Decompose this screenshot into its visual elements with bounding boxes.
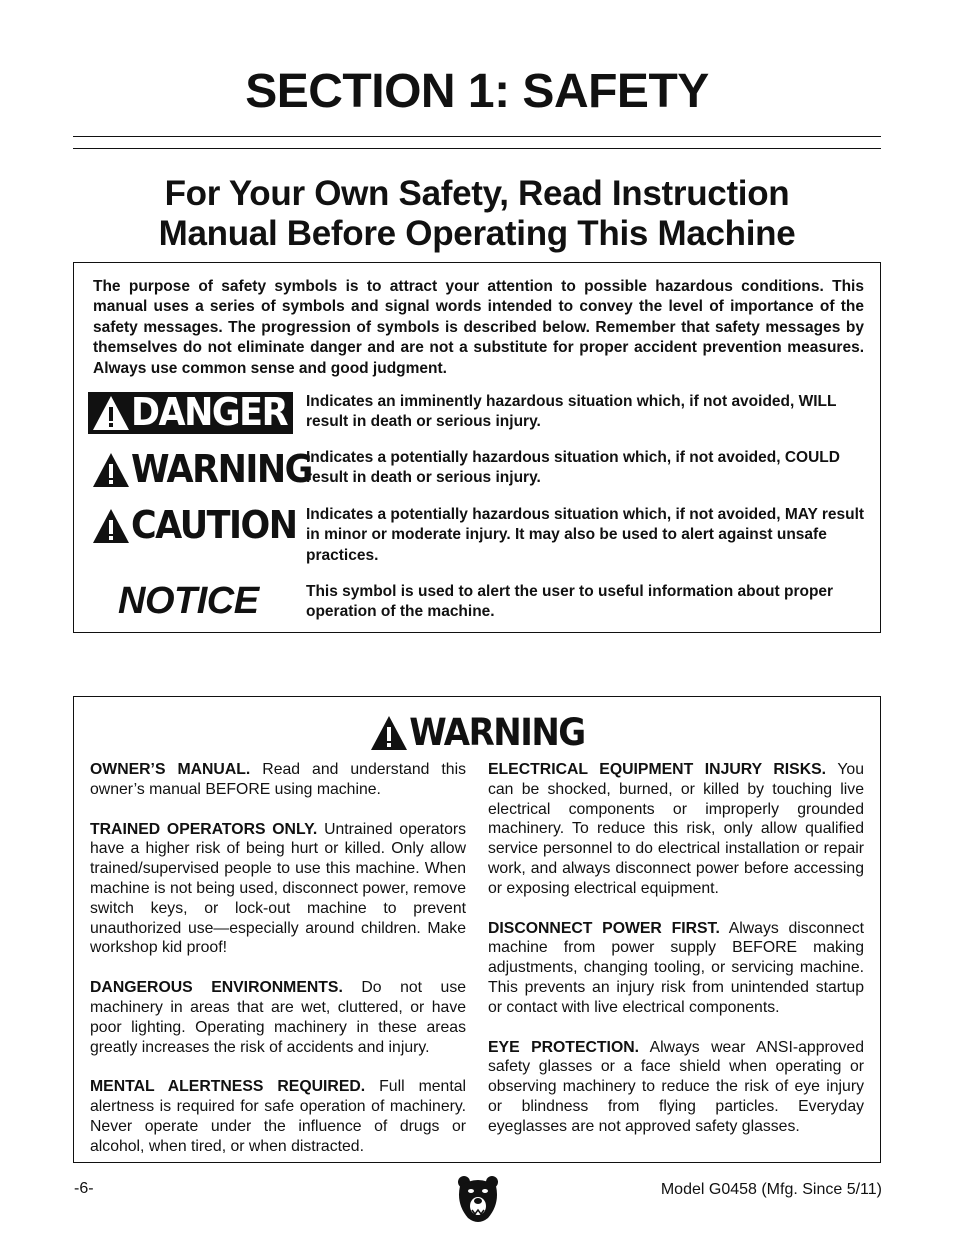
warning-item-text: Always disconnect machine from power supply BEFORE making adjustments, changing tooling, or servicing machine. This prevents an injury risk from unintended startup or contact with live electrical components.	[488, 919, 864, 1016]
notice-description: This symbol is used to alert the user to useful information about proper operation of the machine.	[306, 583, 834, 621]
warning-item-heading: DISCONNECT POWER FIRST.	[488, 919, 720, 937]
title-rule-top	[73, 136, 881, 137]
warning-column-left	[90, 760, 466, 1177]
danger-description: Indicates an imminently hazardous situation which, if not avoided, WILL result in death or serious injury.	[306, 393, 837, 431]
alert-triangle-icon	[91, 450, 131, 490]
warning-item-text: Untrained operators have a higher risk of being hurt or killed. Only allow trained/supervised people to use this machine. When machine is not being used, disconnect power, remove switch keys, or lock-out machine to prevent unauthorized use—especially around children. Make workshop kid proof!	[90, 820, 467, 957]
caution-badge	[88, 503, 297, 548]
bear-logo-icon	[456, 1174, 500, 1224]
danger-badge	[88, 392, 293, 434]
alert-triangle-icon	[369, 713, 409, 753]
warning-item	[90, 1077, 466, 1156]
warning-box-header	[0, 713, 954, 753]
warning-description: Indicates a potentially hazardous situation which, if not avoided, COULD result in death or serious injury.	[306, 449, 840, 487]
warning-item-heading: MENTAL ALERTNESS REQUIRED.	[90, 1078, 366, 1096]
alert-triangle-icon	[91, 506, 131, 546]
warning-item-text: You can be shocked, burned, or killed by touching live electrical components or improperly grounded machinery. To reduce this risk, only allow qualified service personnel to do electrical installation or repair work, and always disconnect power before accessing or exposing electrical equipment.	[488, 761, 865, 897]
warning-item	[488, 919, 864, 1018]
title-rule-bottom	[73, 148, 881, 149]
section-title: SECTION 1: SAFETY	[245, 65, 709, 118]
warning-item-text: Always wear ANSI-approved safety glasses or a face shield when operating or observing machinery to reduce the risk of eye injury or blindness from flying particles. Everyday eyeglasses are not approved safety glasses.	[488, 1038, 864, 1135]
warning-item-text: Read and understand this owner’s manual BEFORE using machine.	[90, 761, 467, 798]
page-number: -6-	[74, 1180, 94, 1197]
caution-word: CAUTION	[131, 503, 297, 548]
warning-item-heading: EYE PROTECTION.	[488, 1038, 640, 1056]
safety-subtitle	[60, 174, 894, 254]
warning-item	[488, 1038, 864, 1137]
subtitle-line-1: For Your Own Safety, Read Instruction	[164, 174, 790, 213]
warning-header-word: WARNING	[409, 711, 585, 755]
warning-item	[488, 760, 864, 899]
warning-item-text: Do not use machinery in areas that are wet, cluttered, or have poor lighting. Operating machinery in these areas greatly increases the risk of accidents and injury.	[90, 979, 467, 1056]
warning-item-text: Full mental alertness is required for safe operation of machinery. Never operate under the influence of drugs or alcohol, when tired, or when distracted.	[90, 1078, 467, 1155]
warning-item-heading: OWNER’S MANUAL.	[90, 761, 251, 778]
warning-word: WARNING	[131, 447, 312, 492]
warning-item	[90, 820, 466, 959]
alert-triangle-icon	[91, 393, 131, 433]
warning-item-heading: ELECTRICAL EQUIPMENT INJURY RISKS.	[488, 761, 827, 778]
warning-item	[90, 978, 466, 1057]
subtitle-line-2: Manual Before Operating This Machine	[158, 214, 796, 253]
notice-badge: NOTICE	[118, 580, 259, 622]
warning-item-heading: TRAINED OPERATORS ONLY.	[90, 820, 318, 838]
model-info: Model G0458 (Mfg. Since 5/11)	[660, 1181, 882, 1198]
symbols-intro-text: The purpose of safety symbols is to attract your attention to possible hazardous conditions. This manual uses a series of symbols and signal words intended to convey the level of importance of the safety messages. The progression of symbols is described below. Remember that safety messages by themselves do not eliminate danger and are not a substitute for proper accident prevention measures. Always use common sense and good judgment.	[93, 278, 864, 377]
warning-item	[90, 760, 466, 800]
warning-column-right	[488, 760, 864, 1157]
caution-description: Indicates a potentially hazardous situation which, if not avoided, MAY result in minor or moderate injury. It may also be used to alert against unsafe practices.	[306, 506, 865, 564]
danger-word: DANGER	[131, 391, 288, 435]
warning-item-heading: DANGEROUS ENVIRONMENTS.	[90, 979, 343, 997]
warning-badge	[88, 447, 312, 492]
